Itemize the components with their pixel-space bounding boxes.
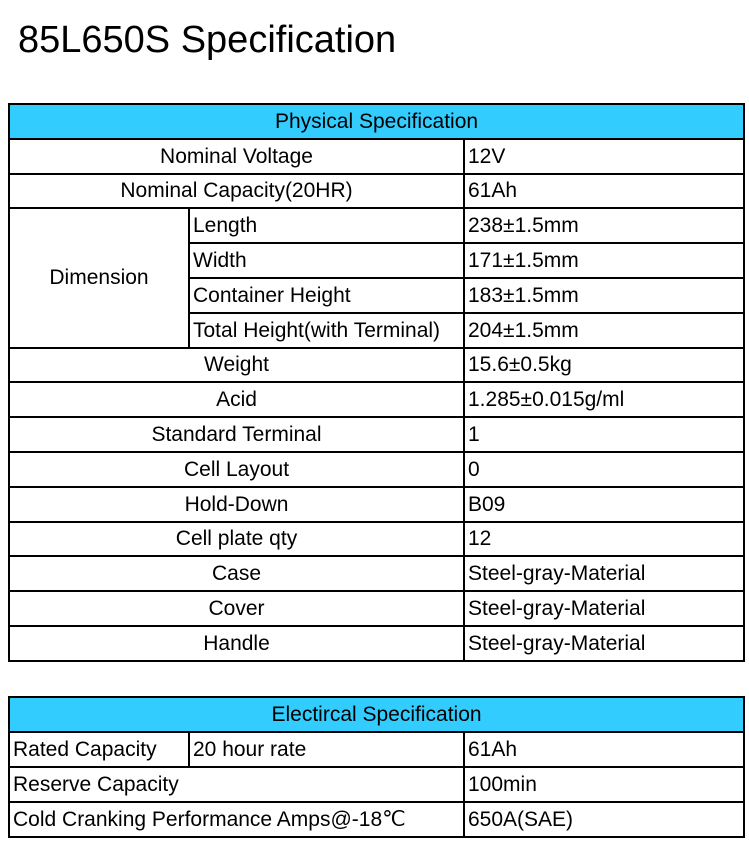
table-row <box>9 417 744 452</box>
physical-spec-header-row <box>9 104 744 139</box>
table-row <box>9 767 744 802</box>
spec-value: 650A(SAE) <box>464 802 744 837</box>
spec-value: 0 <box>464 452 744 487</box>
electrical-spec-header-row <box>9 697 744 732</box>
physical-spec-table <box>8 103 745 662</box>
spec-value: 61Ah <box>464 174 744 209</box>
table-row <box>9 626 744 661</box>
page-title: 85L650S Specification <box>18 19 397 61</box>
dimension-label: Dimension <box>9 208 189 347</box>
spec-label: Nominal Voltage <box>9 139 464 174</box>
table-row <box>9 382 744 417</box>
spec-value: 1.285±0.015g/ml <box>464 382 744 417</box>
spec-label: Cell plate qty <box>9 522 464 557</box>
dimension-sub-label: Container Height <box>189 278 464 313</box>
spec-value: Steel-gray-Material <box>464 591 744 626</box>
table-row <box>9 556 744 591</box>
spec-label: Cell Layout <box>9 452 464 487</box>
table-row <box>9 487 744 522</box>
spec-label: Standard Terminal <box>9 417 464 452</box>
spec-label: Hold-Down <box>9 487 464 522</box>
spec-value: 204±1.5mm <box>464 313 744 348</box>
spec-value: Steel-gray-Material <box>464 556 744 591</box>
dimension-sub-label: Total Height(with Terminal) <box>189 313 464 348</box>
spec-value: 61Ah <box>464 732 744 767</box>
spec-value: 100min <box>464 767 744 802</box>
spec-value: 12V <box>464 139 744 174</box>
dimension-sub-label: Length <box>189 208 464 243</box>
dimension-sub-label: Width <box>189 243 464 278</box>
spec-value: 238±1.5mm <box>464 208 744 243</box>
table-row <box>9 139 744 174</box>
spec-label: Reserve Capacity <box>9 767 464 802</box>
spec-value: 183±1.5mm <box>464 278 744 313</box>
electrical-spec-table <box>8 696 745 838</box>
table-row <box>9 174 744 209</box>
spec-sub-label: 20 hour rate <box>189 732 464 767</box>
spec-label: Cold Cranking Performance Amps@-18℃ <box>9 802 464 837</box>
spec-label: Acid <box>9 382 464 417</box>
electrical-spec-header: Electircal Specification <box>9 697 744 732</box>
spec-label: Rated Capacity <box>9 732 189 767</box>
table-row <box>9 208 744 243</box>
table-row <box>9 452 744 487</box>
physical-spec-header: Physical Specification <box>9 104 744 139</box>
table-row <box>9 732 744 767</box>
spec-value: 171±1.5mm <box>464 243 744 278</box>
spec-value: 15.6±0.5kg <box>464 348 744 383</box>
spec-label: Handle <box>9 626 464 661</box>
table-row <box>9 591 744 626</box>
table-row <box>9 802 744 837</box>
spec-label: Weight <box>9 348 464 383</box>
table-row <box>9 348 744 383</box>
spec-value: Steel-gray-Material <box>464 626 744 661</box>
spec-value: B09 <box>464 487 744 522</box>
table-row <box>9 522 744 557</box>
spec-label: Nominal Capacity(20HR) <box>9 174 464 209</box>
spec-label: Cover <box>9 591 464 626</box>
spec-value: 1 <box>464 417 744 452</box>
spec-label: Case <box>9 556 464 591</box>
spec-value: 12 <box>464 522 744 557</box>
